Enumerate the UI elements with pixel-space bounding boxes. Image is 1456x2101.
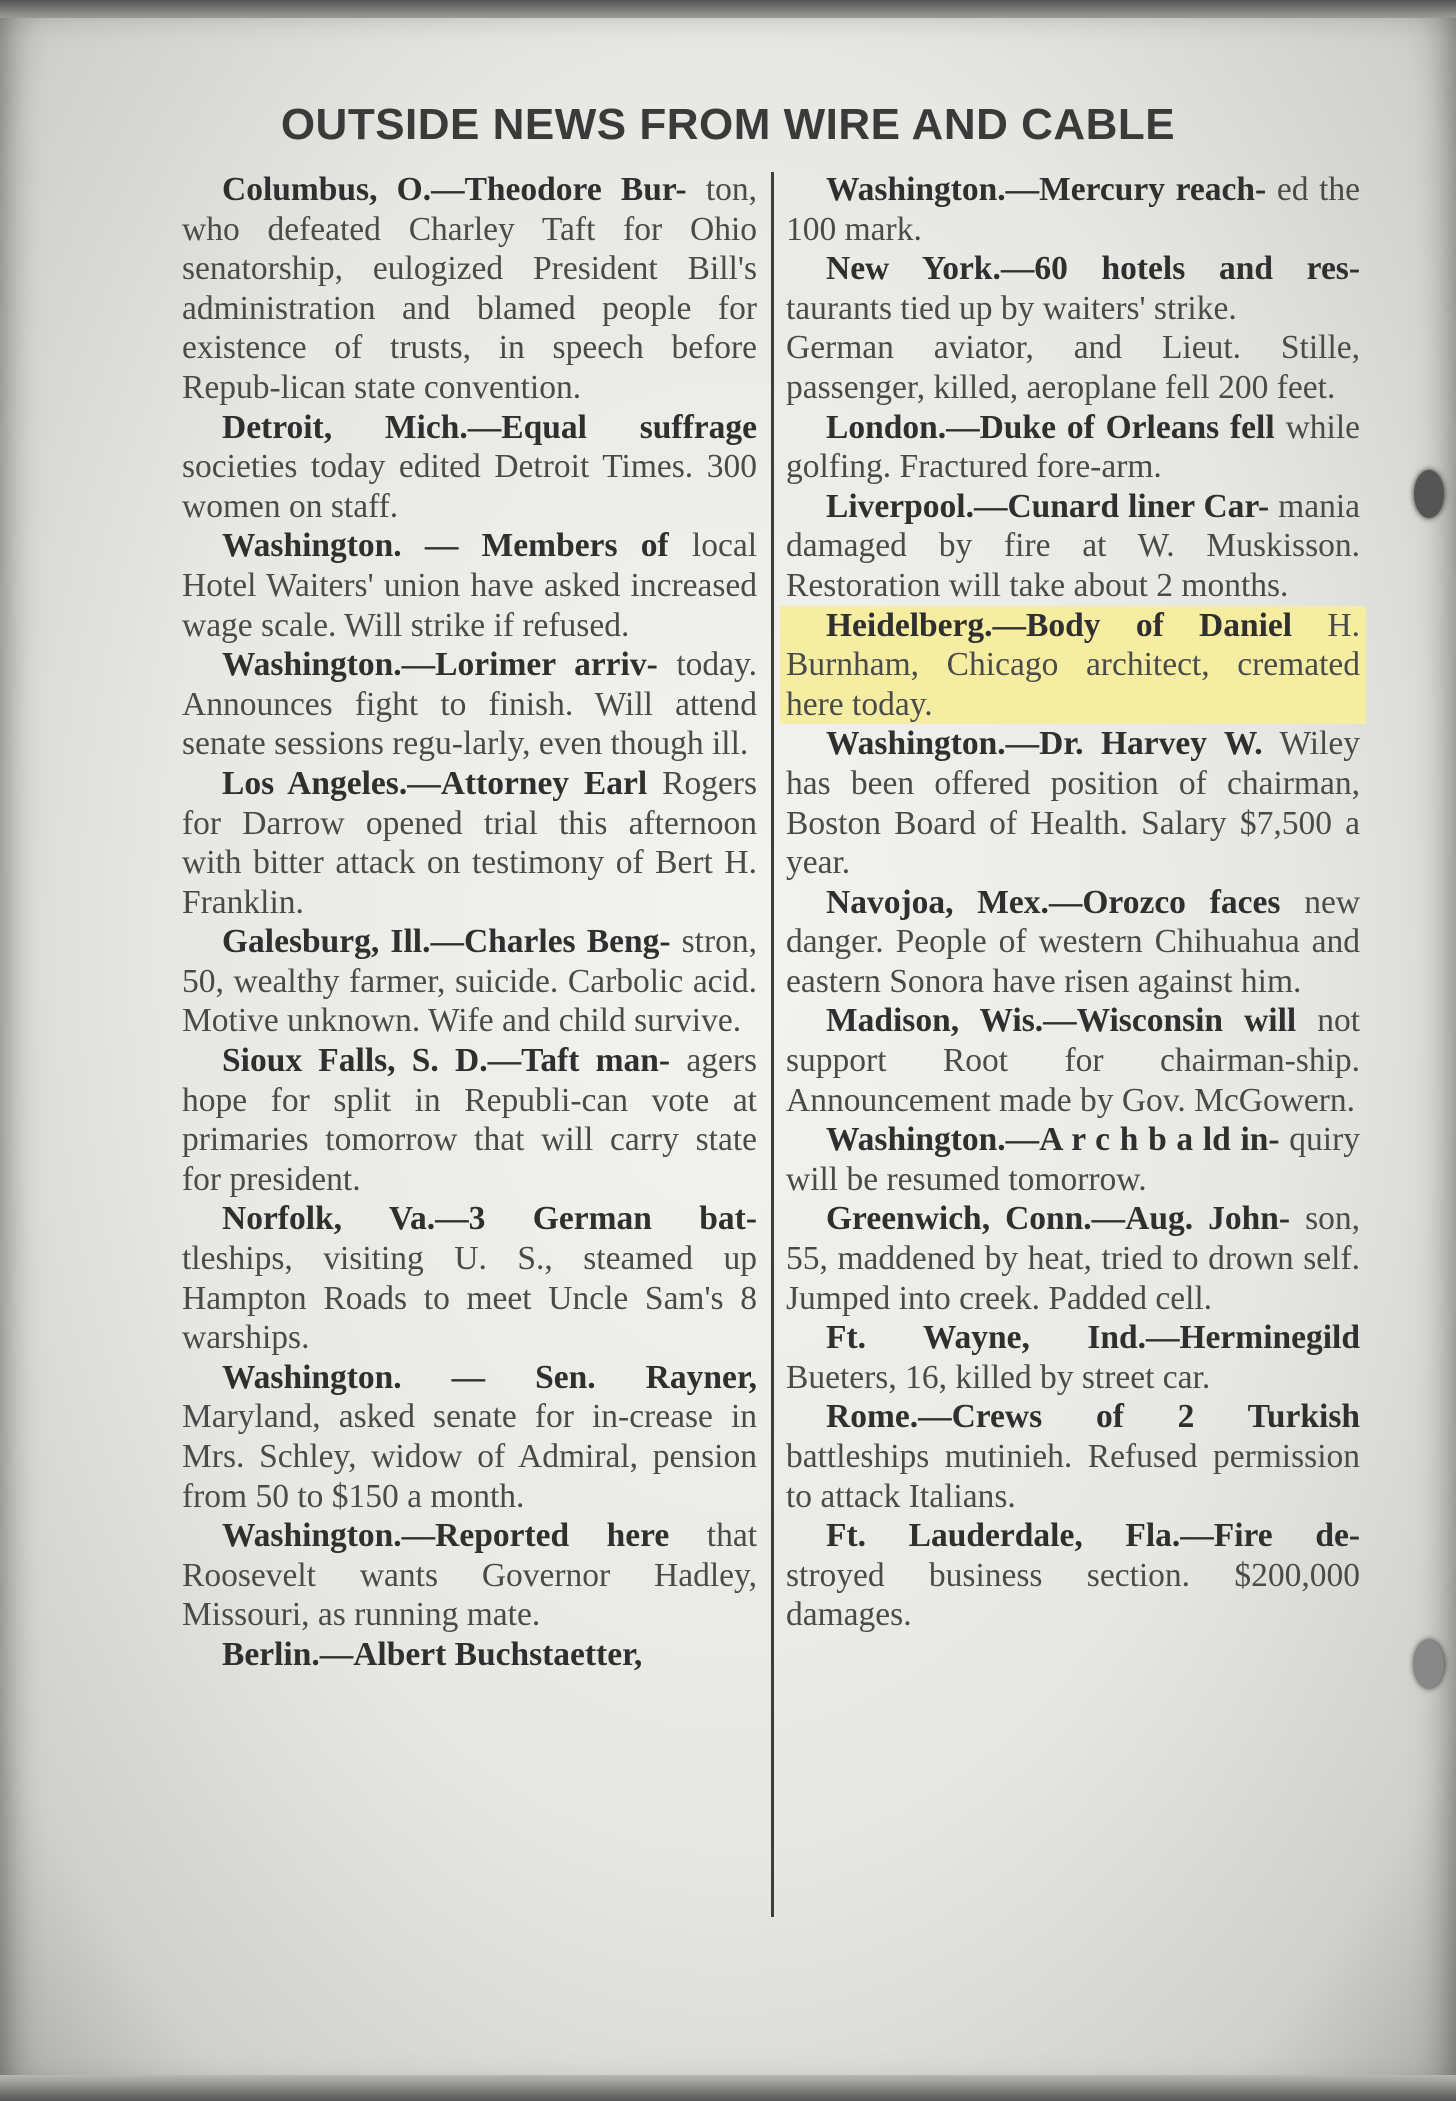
news-item: [786, 1199, 1360, 1318]
item-text: not support Root for chairman-ship. Announcement made by Gov. McGowern.: [786, 1002, 1360, 1119]
news-item: [786, 487, 1360, 606]
dateline: Washington. — Members of: [222, 527, 669, 565]
news-item: [786, 249, 1360, 328]
item-text: societies today edited Detroit Times. 300 women on staff.: [182, 448, 757, 525]
dateline: Columbus, O.—Theodore Bur-: [222, 171, 687, 208]
item-text: H. Burnham, Chicago architect, cremated here today.: [786, 606, 1360, 723]
column-rule: [771, 172, 774, 1917]
binder-hole-mark: [1414, 1640, 1444, 1688]
scan-edge-top: [0, 0, 1456, 18]
news-item: [786, 1397, 1360, 1516]
news-item: [182, 1516, 757, 1635]
news-item: [182, 526, 757, 645]
dateline: Greenwich, Conn.—Aug. John-: [826, 1200, 1291, 1238]
dateline: Washington.—A r c h b a ld in-: [826, 1121, 1280, 1159]
right-column: [786, 170, 1360, 1930]
news-item: [182, 408, 757, 527]
dateline: Madison, Wis.—Wisconsin will: [826, 1002, 1297, 1040]
news-item: [786, 1120, 1360, 1199]
news-item: [182, 764, 757, 922]
news-item: [786, 170, 1360, 249]
dateline: Washington.—Dr. Harvey W.: [826, 725, 1263, 763]
item-text: Maryland, asked senate for in-crease in Mrs. Schley, widow of Admiral, pension from 50 to $150 a month.: [182, 1398, 757, 1515]
news-item: [786, 1516, 1360, 1635]
item-text: taurants tied up by waiters' strike.: [786, 289, 1237, 327]
news-item: [182, 1041, 757, 1199]
item-text: Wiley has been offered position of chairman, Boston Board of Health. Salary $7,500 a year.: [786, 725, 1360, 882]
dateline: Los Angeles.—Attorney Earl: [222, 764, 648, 802]
news-item: [786, 883, 1360, 1002]
news-item: [786, 1001, 1360, 1120]
news-item: [786, 408, 1360, 487]
item-text: battleships mutinieh. Refused permission to attack Italians.: [786, 1438, 1360, 1515]
item-text: that Roosevelt wants Governor Hadley, Missouri, as running mate.: [182, 1517, 757, 1634]
dateline: Washington. — Sen. Rayner,: [222, 1358, 757, 1396]
headline: OUTSIDE NEWS FROM WIRE AND CABLE: [280, 100, 1176, 149]
dateline: Rome.—Crews of 2 Turkish: [826, 1398, 1360, 1436]
item-text: stron, 50, wealthy farmer, suicide. Carbolic acid. Motive unknown. Wife and child survive.: [182, 923, 757, 1040]
item-text: new danger. People of western Chihuahua and eastern Sonora have risen against him.: [786, 883, 1361, 1000]
news-item: [182, 1358, 757, 1516]
dateline: Ft. Lauderdale, Fla.—Fire de-: [826, 1517, 1360, 1555]
dateline: New York.—60 hotels and res-: [826, 250, 1360, 288]
item-text: stroyed business section. $200,000 damages.: [786, 1556, 1360, 1634]
item-text: ed the 100 mark.: [786, 171, 1360, 248]
dateline: Norfolk, Va.—3 German bat-: [222, 1200, 757, 1238]
news-item: [182, 1199, 757, 1357]
item-text: local Hotel Waiters' union have asked increased wage scale. Will strike if refused.: [182, 527, 758, 644]
dateline: Washington.—Mercury reach-: [826, 171, 1267, 208]
left-column: [182, 170, 757, 1930]
item-text: German aviator, and Lieut. Stille, passenger, killed, aeroplane fell 200 feet.: [786, 329, 1360, 406]
item-text: today. Announces fight to finish. Will attend senate sessions regu-larly, even though ill.: [182, 646, 757, 763]
highlighted-news-item: [780, 606, 1366, 725]
item-text: while golfing. Fractured fore-arm.: [786, 408, 1360, 486]
item-text: quiry will be resumed tomorrow.: [786, 1121, 1360, 1198]
news-item: [786, 328, 1360, 407]
item-text: ton, who defeated Charley Taft for Ohio senatorship, eulogized President Bill's administration and blamed people for existence of trusts, in speech before Repub-lican state convention.: [182, 171, 757, 406]
item-text: son, 55, maddened by heat, tried to drown self. Jumped into creek. Padded cell.: [786, 1200, 1361, 1317]
dateline: Heidelberg.—Body of Daniel: [826, 606, 1293, 644]
item-text: tleships, visiting U. S., steamed up Hampton Roads to meet Uncle Sam's 8 warships.: [182, 1240, 757, 1357]
dateline: Galesburg, Ill.—Charles Beng-: [222, 923, 671, 961]
dateline: London.—Duke of Orleans fell: [826, 408, 1275, 446]
news-item: [182, 645, 757, 764]
news-item: [786, 1318, 1360, 1397]
item-text: Bueters, 16, killed by street car.: [786, 1358, 1211, 1396]
item-text: Rogers for Darrow opened trial this afternoon with bitter attack on testimony of Bert H. Franklin.: [182, 764, 757, 921]
item-text: mania damaged by fire at W. Muskisson. Restoration will take about 2 months.: [786, 487, 1361, 604]
news-item: [182, 1635, 757, 1675]
scan-edge-bottom: [0, 2075, 1456, 2101]
dateline: Berlin.—Albert Buchstaetter,: [222, 1635, 643, 1673]
news-item: [786, 724, 1360, 882]
dateline: Ft. Wayne, Ind.—Herminegild: [826, 1319, 1360, 1357]
news-item: [182, 170, 757, 408]
news-item: [182, 922, 757, 1041]
dateline: Navojoa, Mex.—Orozco faces: [826, 883, 1281, 921]
dateline: Sioux Falls, S. D.—Taft man-: [222, 1042, 671, 1080]
dateline: Washington.—Lorimer arriv-: [222, 646, 658, 684]
dateline: Liverpool.—Cunard liner Car-: [826, 487, 1270, 525]
item-text: agers hope for split in Republi-can vote at primaries tomorrow that will carry state for president.: [182, 1042, 758, 1198]
dateline: Washington.—Reported here: [222, 1517, 670, 1555]
binder-hole-mark: [1414, 470, 1444, 518]
dateline: Detroit, Mich.—Equal suffrage: [222, 408, 757, 446]
